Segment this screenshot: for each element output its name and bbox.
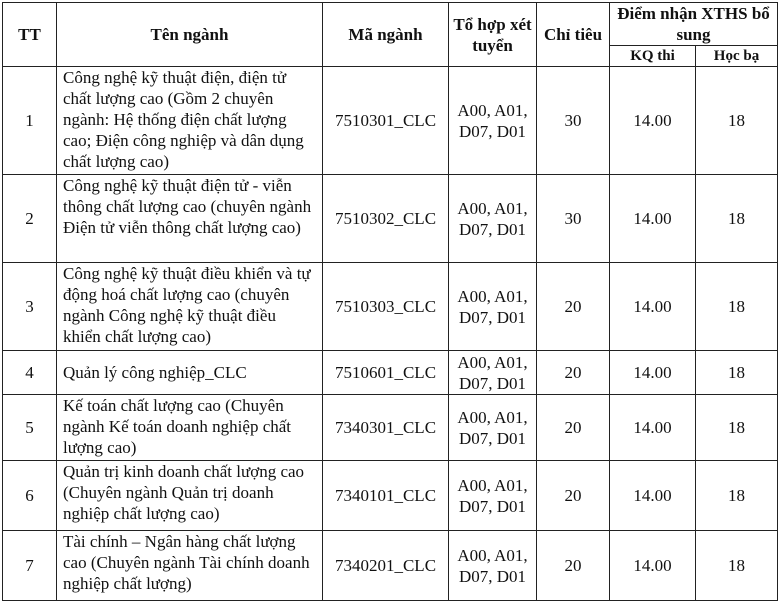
- row-code: 7340201_CLC: [323, 531, 449, 601]
- row-code: 7510303_CLC: [323, 263, 449, 351]
- header-tt: TT: [3, 3, 57, 67]
- header-combo: Tổ hợp xét tuyển: [449, 3, 537, 67]
- row-exam: 14.00: [610, 351, 696, 395]
- row-name: Công nghệ kỹ thuật điện tử - viễn thông chất lượng cao (chuyên ngành Điện tử viễn thông chất lượng cao): [57, 175, 323, 263]
- row-exam: 14.00: [610, 263, 696, 351]
- row-combo: A00, A01, D07, D01: [449, 67, 537, 175]
- table-row: [3, 263, 778, 351]
- row-transcript: 18: [696, 67, 778, 175]
- table-row: [3, 461, 778, 531]
- table-row: [3, 67, 778, 175]
- table-row: [3, 175, 778, 263]
- row-quota: 20: [537, 395, 610, 461]
- table-row: [3, 395, 778, 461]
- header-transcript: Học bạ: [696, 46, 778, 67]
- row-quota: 20: [537, 263, 610, 351]
- row-transcript: 18: [696, 175, 778, 263]
- row-code: 7340101_CLC: [323, 461, 449, 531]
- row-tt: 2: [3, 175, 57, 263]
- table-row: [3, 351, 778, 395]
- header-code: Mã ngành: [323, 3, 449, 67]
- row-code: 7510302_CLC: [323, 175, 449, 263]
- row-tt: 6: [3, 461, 57, 531]
- row-transcript: 18: [696, 351, 778, 395]
- row-combo: A00, A01, D07, D01: [449, 395, 537, 461]
- row-name: Quản trị kinh doanh chất lượng cao (Chuyên ngành Quản trị doanh nghiệp chất lượng cao): [57, 461, 323, 531]
- header-exam: KQ thi: [610, 46, 696, 67]
- row-exam: 14.00: [610, 531, 696, 601]
- row-transcript: 18: [696, 395, 778, 461]
- row-tt: 7: [3, 531, 57, 601]
- row-combo: A00, A01, D07, D01: [449, 263, 537, 351]
- row-transcript: 18: [696, 461, 778, 531]
- row-tt: 5: [3, 395, 57, 461]
- row-combo: A00, A01, D07, D01: [449, 175, 537, 263]
- row-name: Quản lý công nghiệp_CLC: [57, 351, 323, 395]
- row-code: 7510301_CLC: [323, 67, 449, 175]
- row-combo: A00, A01, D07, D01: [449, 461, 537, 531]
- row-tt: 1: [3, 67, 57, 175]
- row-exam: 14.00: [610, 175, 696, 263]
- row-name: Kế toán chất lượng cao (Chuyên ngành Kế toán doanh nghiệp chất lượng cao): [57, 395, 323, 461]
- row-quota: 20: [537, 531, 610, 601]
- row-quota: 20: [537, 461, 610, 531]
- table-row: [3, 531, 778, 601]
- row-name: Tài chính – Ngân hàng chất lượng cao (Chuyên ngành Tài chính doanh nghiệp chất lượng): [57, 531, 323, 601]
- header-score-group: Điểm nhận XTHS bổ sung: [610, 3, 778, 46]
- admission-table: [2, 2, 778, 601]
- row-quota: 20: [537, 351, 610, 395]
- header-quota: Chỉ tiêu: [537, 3, 610, 67]
- row-name: Công nghệ kỹ thuật điều khiển và tự động hoá chất lượng cao (chuyên ngành Công nghệ kỹ thuật điều khiển chất lượng cao): [57, 263, 323, 351]
- row-code: 7340301_CLC: [323, 395, 449, 461]
- row-tt: 4: [3, 351, 57, 395]
- row-combo: A00, A01, D07, D01: [449, 531, 537, 601]
- row-exam: 14.00: [610, 67, 696, 175]
- row-tt: 3: [3, 263, 57, 351]
- row-quota: 30: [537, 67, 610, 175]
- row-code: 7510601_CLC: [323, 351, 449, 395]
- row-quota: 30: [537, 175, 610, 263]
- header-name: Tên ngành: [57, 3, 323, 67]
- row-name: Công nghệ kỹ thuật điện, điện tử chất lượng cao (Gồm 2 chuyên ngành: Hệ thống điện chất lượng cao; Điện công nghiệp và dân dụng chất lượng cao): [57, 67, 323, 175]
- row-exam: 14.00: [610, 395, 696, 461]
- row-transcript: 18: [696, 531, 778, 601]
- row-transcript: 18: [696, 263, 778, 351]
- row-combo: A00, A01, D07, D01: [449, 351, 537, 395]
- row-exam: 14.00: [610, 461, 696, 531]
